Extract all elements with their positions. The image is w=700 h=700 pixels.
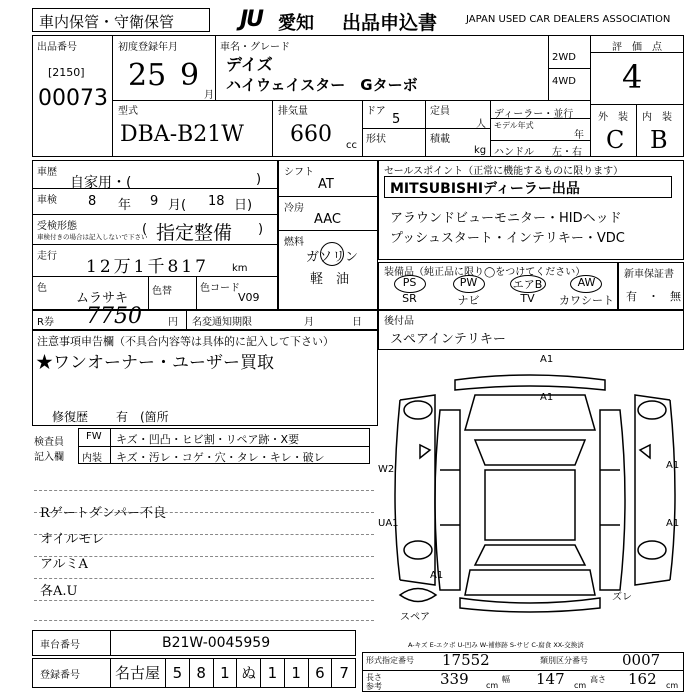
warranty-options: 有 ・ 無 — [626, 290, 681, 303]
car-name-label: 車名・グレード — [220, 42, 290, 53]
color-change-label: 色替 — [152, 286, 172, 297]
ju-logo: JU — [240, 7, 263, 32]
sales-line-2: アラウンドビューモニター・HIDヘッド — [390, 211, 622, 226]
model-year-unit: 年 — [574, 130, 584, 141]
equip-item-aw: AW — [577, 276, 596, 289]
equip-circle-pw — [453, 275, 485, 293]
shaken-year-unit: 年 — [118, 198, 132, 213]
inspector-in-label: 内装 — [82, 453, 102, 464]
diag-label-a1-hood: A1 — [540, 392, 554, 403]
handle-label: ハンドル — [494, 147, 534, 158]
plate-char-2: 8 — [190, 658, 214, 688]
first-reg-label: 初度登録年月 — [118, 42, 178, 53]
remark-2: オイルモレ — [40, 532, 105, 547]
model-value: DBA-B21W — [120, 122, 244, 147]
diag-label-w2: W2 — [378, 464, 395, 475]
after-fit-value: スペアインテリキー — [390, 332, 506, 347]
sales-label: セールスポイント（正常に機能するものに限ります） — [384, 166, 624, 177]
width-label: 幅 — [502, 675, 510, 684]
equip-item-seat: カワシート — [559, 294, 614, 307]
shift-label: シフト — [284, 167, 314, 178]
cat-value: 0007 — [622, 651, 661, 669]
plate-char-7: 6 — [309, 658, 333, 688]
org-english: JAPAN USED CAR DEALERS ASSOCIATION — [466, 14, 671, 25]
after-fit-label: 後付品 — [384, 316, 414, 327]
notes-value: ★ワンオーナー・ユーザー買取 — [36, 353, 274, 373]
recycle-unit: 円 — [168, 317, 178, 328]
sales-line-1: MITSUBISHIディーラー出品 — [390, 181, 580, 197]
warranty-label: 新車保証書 — [624, 269, 674, 280]
org-name: 愛知 — [278, 13, 314, 34]
repair-value: 有 — [116, 410, 129, 424]
dealer-label: ディーラー・並行 — [494, 109, 574, 120]
equip-item-navi: ナビ — [457, 294, 480, 307]
sales-line-3: プッシュスタート・インテリキー・VDC — [390, 231, 625, 246]
history-label: 車歴 — [37, 167, 57, 178]
plate-cells — [110, 658, 356, 688]
plate-char-8: 7 — [339, 664, 349, 682]
inspector-fw-label: FW — [86, 431, 102, 442]
width-value: 147 — [536, 670, 565, 688]
equip-item-airbag: エアB — [512, 278, 543, 291]
first-reg-year: 25 — [128, 58, 167, 93]
model-label: 型式 — [118, 106, 138, 117]
displacement-value: 660 — [290, 122, 332, 147]
int-grade: B — [650, 126, 668, 154]
doors-value: 5 — [392, 112, 401, 127]
color-label: 色 — [37, 283, 47, 294]
score-label: 評 価 点 — [612, 42, 662, 53]
length-unit: cm — [486, 681, 499, 690]
service-close: ) — [258, 222, 264, 237]
mileage-unit: km — [232, 263, 248, 274]
inspector-fw-items: キズ・凹凸・ヒビ割・リペア跡・X要 — [116, 433, 300, 446]
width-unit: cm — [574, 681, 587, 690]
load-label: 積載 — [430, 134, 450, 145]
fuel-circle — [320, 242, 344, 266]
name-change-day: 日 — [352, 317, 362, 328]
capacity-unit: 人 — [476, 119, 486, 130]
diag-label-spare: スペア — [400, 612, 430, 623]
height-label: 高さ — [590, 675, 606, 684]
shaken-day-unit: 日) — [234, 198, 253, 213]
service-value: 指定整備 — [156, 222, 233, 244]
aircon-label: 冷房 — [284, 203, 304, 214]
fuel-gasoline: ガソリン — [306, 250, 359, 265]
color-code-label: 色コード — [200, 283, 240, 294]
load-unit: kg — [474, 145, 487, 156]
chassis-value: B21W-0045959 — [162, 635, 271, 651]
diag-label-a1-rear: A1 — [430, 570, 444, 581]
capacity-label: 定員 — [430, 106, 450, 117]
shaken-day: 18 — [208, 194, 225, 209]
name-change-month: 月 — [304, 317, 314, 328]
ref-label: 参考 — [366, 682, 382, 691]
inspector-label-2: 記入欄 — [34, 452, 64, 463]
handle-options: 左・右 — [552, 147, 582, 158]
mileage-value: 12万1千817 — [86, 257, 209, 277]
name-change-label: 名変通知期限 — [192, 317, 252, 328]
shaken-month: 9 — [150, 194, 159, 209]
plate-char-1: 5 — [166, 658, 190, 688]
history-close: ) — [256, 172, 262, 187]
equip-circle-aw — [570, 275, 602, 293]
service-label: 受検形態 — [37, 221, 77, 232]
fuel-diesel: 軽 油 — [310, 272, 350, 287]
first-reg-month: 9 — [180, 58, 200, 93]
int-label: 内 装 — [642, 112, 672, 123]
type-value: 17552 — [442, 651, 490, 669]
damage-diagram — [380, 350, 690, 630]
diag-label-ua1: UA1 — [378, 518, 399, 529]
lot-number: 00073 — [38, 86, 108, 111]
equip-item-tv: TV — [520, 292, 535, 305]
recycle-label: R券 — [37, 317, 54, 328]
shape-label: 形状 — [366, 134, 386, 145]
diag-label-zure: ズレ — [612, 592, 632, 603]
equipment-label: 装備品（純正品に限り◯をつけてください） — [384, 267, 586, 278]
displacement-unit: cc — [346, 140, 357, 151]
history-value: 自家用・( — [70, 175, 132, 191]
service-open: ( — [142, 222, 148, 237]
length-value: 339 — [440, 670, 469, 688]
plate-char-5: 1 — [261, 658, 285, 688]
plate-char-6: 1 — [285, 658, 309, 688]
diag-label-a1-top: A1 — [540, 354, 554, 365]
sheet-title: 出品申込書 — [342, 12, 438, 34]
equip-item-ps: PS — [402, 276, 417, 289]
shaken-month-unit: 月( — [168, 198, 187, 213]
remark-1: Rゲートダンパー不良 — [40, 506, 167, 521]
diag-label-a1-right: A1 — [666, 460, 680, 471]
equip-item-pw: PW — [459, 276, 478, 289]
height-unit: cm — [666, 681, 679, 690]
car-grade: ハイウェイスター Gターボ — [226, 76, 418, 94]
lot-prefix: [2150] — [48, 66, 85, 79]
plate-region: 名古屋 — [110, 658, 166, 688]
color-value: ムラサキ — [76, 291, 129, 306]
equip-circle-ps — [394, 275, 426, 293]
equip-item-sr: SR — [402, 292, 417, 305]
ext-grade: C — [606, 126, 625, 154]
shaken-year: 8 — [88, 194, 97, 209]
shaken-label: 車検 — [37, 195, 57, 206]
diag-label-a1-rright: A1 — [666, 518, 680, 529]
doors-label: ドア — [366, 106, 386, 117]
inspector-in-items: キズ・汚レ・コゲ・穴・タレ・キレ・破レ — [116, 451, 325, 464]
cat-label: 類別区分番号 — [540, 656, 588, 665]
chassis-label: 車台番号 — [40, 640, 80, 651]
plate-char-4: ぬ — [237, 658, 261, 688]
lot-label: 出品番号 — [37, 42, 77, 53]
first-reg-month-unit: 月 — [204, 90, 214, 101]
remark-4: 各A.U — [40, 584, 78, 599]
repair-place: (箇所 — [140, 410, 169, 424]
repair-label: 修復歴 — [52, 410, 89, 424]
ext-label: 外 装 — [598, 112, 628, 123]
height-value: 162 — [628, 670, 657, 688]
damage-legend: A-キズ E-エクボ U-凹み W-補修跡 S-サビ C-腐食 XX-交換済 — [408, 641, 584, 649]
length-label: 長さ — [366, 673, 382, 682]
plate-label: 登録番号 — [40, 670, 80, 681]
drive-2wd: 2WD — [552, 52, 576, 63]
mileage-label: 走行 — [37, 251, 57, 262]
model-year-label: モデル年式 — [494, 121, 534, 130]
service-note: 車検付きの場合は記入しないで下さい — [37, 233, 148, 241]
score-value: 4 — [622, 58, 643, 96]
plate-char-3: 1 — [214, 658, 238, 688]
storage-label-box — [32, 8, 210, 32]
drive-4wd: 4WD — [552, 76, 576, 87]
inspector-label-1: 検査員 — [34, 437, 64, 448]
remark-3: アルミA — [40, 557, 88, 572]
shift-value: AT — [318, 177, 334, 192]
color-code: V09 — [238, 291, 260, 304]
displacement-label: 排気量 — [278, 106, 308, 117]
recycle-value: 7750 — [86, 304, 142, 329]
car-name: デイズ — [226, 55, 273, 74]
notes-label: 注意事項申告欄（不具合内容等は具体的に記入して下さい） — [37, 335, 334, 348]
storage-label: 車内保管・守衛保管 — [39, 13, 175, 31]
type-label: 形式指定番号 — [366, 656, 414, 665]
fuel-label: 燃料 — [284, 237, 304, 248]
aircon-value: AAC — [314, 212, 341, 227]
equip-circle-airbag — [510, 275, 546, 293]
